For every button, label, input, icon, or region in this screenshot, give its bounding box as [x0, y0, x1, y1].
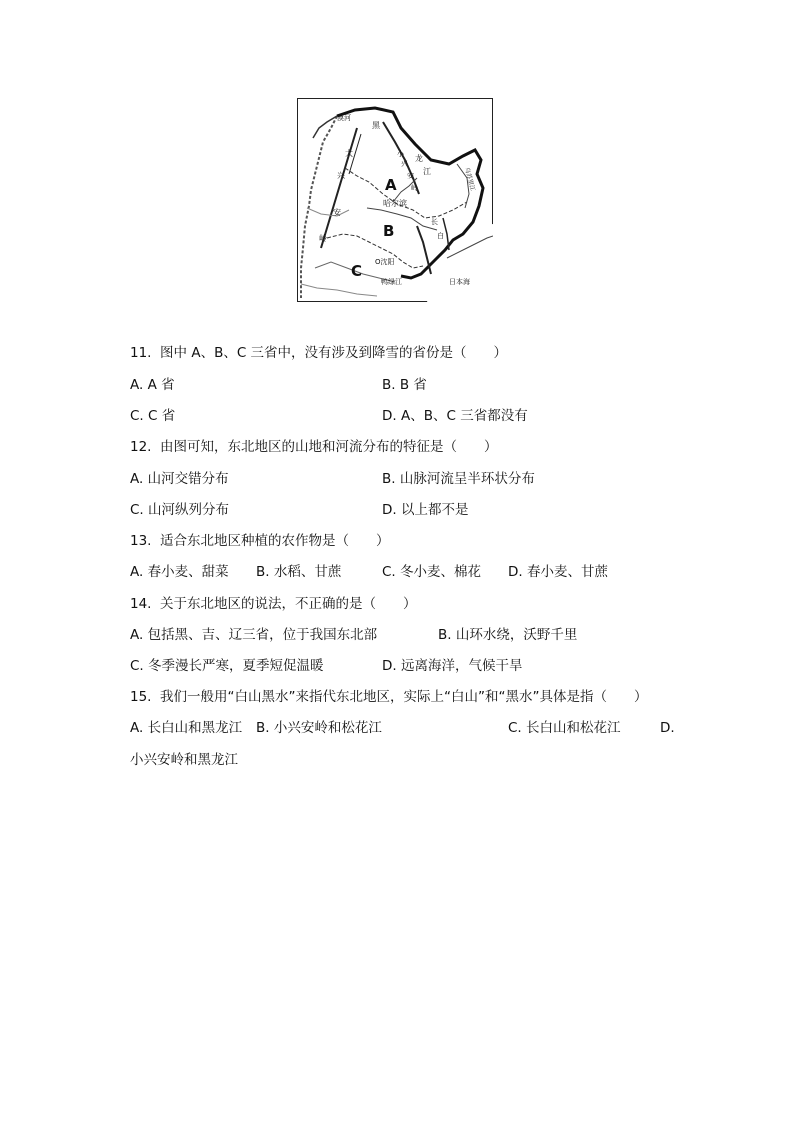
- label-japan-sea: 日本海: [449, 278, 470, 286]
- q12-option-d[interactable]: D. 以上都不是: [382, 502, 469, 518]
- label-xiao-an: 安: [407, 172, 414, 180]
- q11-option-a[interactable]: A. A 省: [130, 377, 175, 393]
- question-11-stem: 11. 图中 A、B、C 三省中，没有涉及到降雪的省份是（ ）: [130, 345, 508, 361]
- label-an: 安: [333, 208, 341, 217]
- q11-option-d[interactable]: D. A、B、C 三省都没有: [382, 408, 528, 424]
- label-province-c: C: [351, 262, 363, 280]
- label-xiao-ling: 岭: [411, 184, 418, 192]
- q13-option-b[interactable]: B. 水稻、甘蔗: [256, 564, 342, 580]
- label-shenyang: O沈阳: [375, 258, 395, 266]
- q11-option-c[interactable]: C. C 省: [130, 408, 176, 424]
- q15-option-a[interactable]: A. 长白山和黑龙江: [130, 720, 243, 736]
- label-wusuli: 乌苏里江: [463, 166, 477, 192]
- label-bai: 白: [437, 232, 444, 240]
- q14-option-d[interactable]: D. 远离海洋，气候干旱: [382, 658, 523, 674]
- label-xiao: 小: [397, 150, 404, 158]
- label-xing: 兴: [337, 171, 345, 180]
- q15-option-d-text[interactable]: 小兴安岭和黑龙江: [130, 752, 238, 768]
- label-xiao-xing: 兴: [401, 160, 408, 168]
- q13-option-a[interactable]: A. 春小麦、甜菜: [130, 564, 229, 580]
- q15-option-c[interactable]: C. 长白山和松花江: [508, 720, 621, 736]
- q14-option-b[interactable]: B. 山环水绕，沃野千里: [438, 627, 578, 643]
- question-13-stem: 13. 适合东北地区种植的农作物是（ ）: [130, 533, 390, 549]
- label-long: 龙: [415, 154, 423, 163]
- label-ling: 岭: [319, 234, 327, 243]
- question-12-stem: 12. 由图可知，东北地区的山地和河流分布的特征是（ ）: [130, 439, 498, 455]
- q12-option-c[interactable]: C. 山河纵列分布: [130, 502, 230, 518]
- q14-option-a[interactable]: A. 包括黑、吉、辽三省，位于我国东北部: [130, 627, 378, 643]
- q11-option-b[interactable]: B. B 省: [382, 377, 427, 393]
- label-hei: 黑: [372, 121, 380, 130]
- label-mohe: 漠河: [337, 114, 351, 122]
- label-yalujiang: 鸭绿江: [381, 278, 402, 286]
- q15-option-d-label[interactable]: D.: [660, 720, 675, 736]
- label-jiang: 江: [423, 167, 431, 176]
- q14-option-c[interactable]: C. 冬季漫长严寒，夏季短促温暖: [130, 658, 324, 674]
- q15-option-b[interactable]: B. 小兴安岭和松花江: [256, 720, 382, 736]
- label-province-b: B: [383, 222, 395, 240]
- q12-option-b[interactable]: B. 山脉河流呈半环状分布: [382, 471, 535, 487]
- q13-option-c[interactable]: C. 冬小麦、棉花: [382, 564, 482, 580]
- label-province-a: A: [385, 176, 397, 194]
- label-harbin: 哈尔滨: [383, 199, 407, 208]
- q13-option-d[interactable]: D. 春小麦、甘蔗: [508, 564, 608, 580]
- question-15-stem: 15. 我们一般用“白山黑水”来指代东北地区，实际上“白山”和“黑水”具体是指（ ）: [130, 689, 648, 705]
- label-chang: 长: [431, 218, 438, 226]
- question-14-stem: 14. 关于东北地区的说法，不正确的是（ ）: [130, 596, 417, 612]
- q12-option-a[interactable]: A. 山河交错分布: [130, 471, 229, 487]
- northeast-china-map: [297, 98, 493, 302]
- label-da: 大: [345, 149, 353, 158]
